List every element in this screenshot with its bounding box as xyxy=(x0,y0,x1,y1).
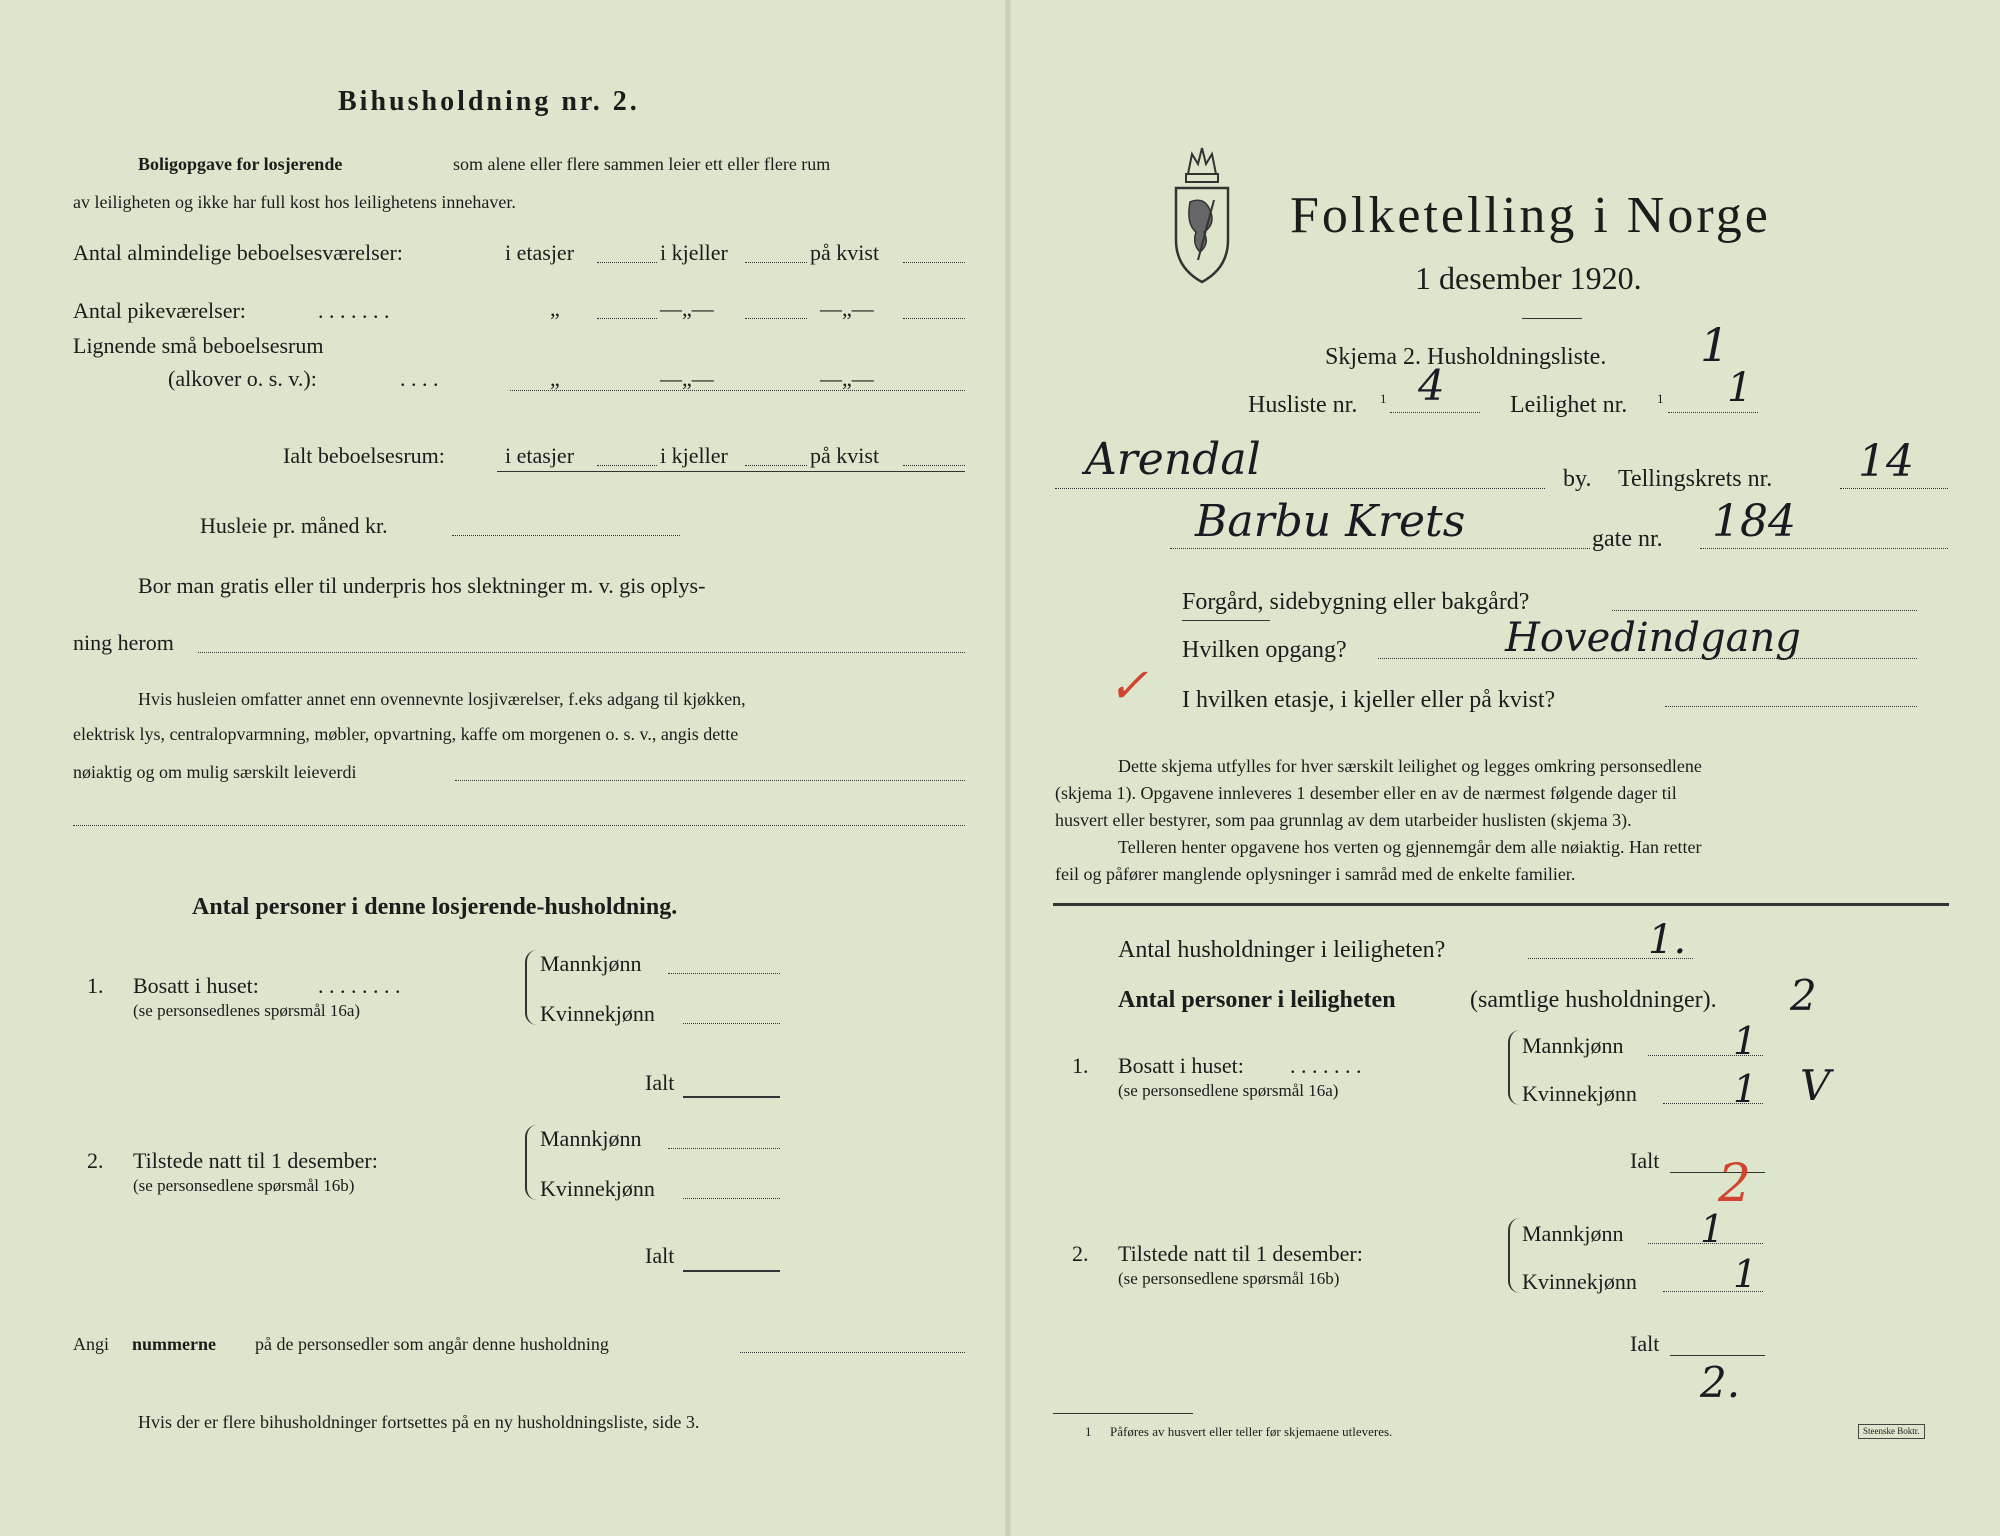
left-q2-kvinne-field[interactable] xyxy=(683,1198,780,1199)
ialt-rooms-underline xyxy=(497,471,965,472)
intro-line1-rest: som alene eller flere sammen leier ett eller flere rum xyxy=(453,154,831,174)
lign-ditto-3: —„— xyxy=(820,366,874,391)
info-line-2: (skjema 1). Opgavene innleveres 1 desember eller en av de nærmest følgende dager til xyxy=(1055,783,1677,803)
note-field-2[interactable] xyxy=(73,825,965,826)
ialt-rooms-label: Ialt beboelsesrum: xyxy=(283,443,445,468)
street-field[interactable] xyxy=(1170,548,1590,549)
date-rule xyxy=(1522,318,1582,319)
left-footer: Hvis der er flere bihusholdninger fortsettes på en ny husholdningsliste, side 3. xyxy=(138,1412,700,1432)
gate-label: gate nr. xyxy=(1592,526,1663,552)
left-q2-num: 2. xyxy=(87,1148,104,1173)
city-field[interactable] xyxy=(1055,488,1545,489)
ialt-etasjer-field[interactable] xyxy=(597,465,657,466)
rooms-kjeller: i kjeller xyxy=(660,240,728,265)
left-q1-num: 1. xyxy=(87,973,104,998)
right-q1-check: V xyxy=(1800,1061,1831,1110)
note-line-1: Hvis husleien omfatter annet enn ovennevnte losjiværelser, f.eks adgang til kjøkken, xyxy=(138,689,746,709)
angi-field[interactable] xyxy=(740,1352,965,1353)
norway-coat-of-arms xyxy=(1170,140,1234,286)
ialt-kvist: på kvist xyxy=(810,443,880,468)
rooms-label: Antal almindelige beboelsesværelser: xyxy=(73,240,403,265)
note-field-1[interactable] xyxy=(455,780,965,781)
left-q1-mann: Mannkjønn xyxy=(540,951,642,976)
left-q2-label: Tilstede natt til 1 desember: xyxy=(133,1148,378,1173)
right-q2-ialt-value[interactable]: 2. xyxy=(1700,1358,1741,1407)
right-q2-mann-value[interactable]: 1 xyxy=(1700,1207,1725,1251)
pike-ditto-3: —„— xyxy=(820,296,874,321)
ialt-kvist-field[interactable] xyxy=(903,465,965,466)
antal-pers-value[interactable]: 2 xyxy=(1790,971,1817,1020)
husleie-label: Husleie pr. måned kr. xyxy=(200,513,388,538)
rooms-kvist: på kvist xyxy=(810,240,880,265)
rooms-etasjer: i etasjer xyxy=(505,240,575,265)
right-q1-brace xyxy=(1508,1030,1520,1105)
footnote-rule xyxy=(1053,1413,1193,1414)
husleie-field[interactable] xyxy=(452,535,680,536)
leilighet-value[interactable]: 1 xyxy=(1727,365,1753,411)
skjema-label: Skjema 2. Husholdningsliste. xyxy=(1325,344,1607,370)
forgaard-label: Forgård, sidebygning eller bakgård? xyxy=(1182,589,1530,615)
right-q2-kvinne: Kvinnekjønn xyxy=(1522,1269,1637,1294)
left-q2-ialt: Ialt xyxy=(645,1243,675,1268)
pike-etasjer-field[interactable] xyxy=(597,318,657,319)
pike-ditto-1: „ xyxy=(550,296,560,321)
gate-value[interactable]: 184 xyxy=(1712,496,1796,547)
pike-dots: . . . . . . . xyxy=(318,298,390,323)
persons-heading: Antal personer i denne losjerende-husholdning. xyxy=(192,894,678,920)
note-line-3: nøiaktig og om mulig særskilt leieverdi xyxy=(73,762,357,782)
antal-hush-field[interactable] xyxy=(1528,958,1693,959)
pike-label: Antal pikeværelser: xyxy=(73,298,246,323)
right-q2-kvinne-value[interactable]: 1 xyxy=(1733,1252,1758,1296)
lign-ditto-1: „ xyxy=(550,366,560,391)
etasje-field[interactable] xyxy=(1665,706,1917,707)
krets-label: Tellingskrets nr. xyxy=(1618,466,1773,492)
census-date: 1 desember 1920. xyxy=(1415,260,1642,296)
left-q2-mann: Mannkjønn xyxy=(540,1126,642,1151)
left-q1-ialt: Ialt xyxy=(645,1070,675,1095)
info-line-4: Telleren henter opgavene hos verten og gjennemgår dem alle nøiaktig. Han retter xyxy=(1118,837,1702,857)
pike-kvist-field[interactable] xyxy=(903,318,965,319)
right-q1-ialt-value[interactable]: 2 xyxy=(1718,1154,1752,1214)
left-q2-mann-field[interactable] xyxy=(668,1148,780,1149)
antal-pers-rest: (samtlige husholdninger). xyxy=(1470,987,1717,1013)
right-q1-kvinne: Kvinnekjønn xyxy=(1522,1081,1637,1106)
right-q2-sub: (se personsedlene spørsmål 16b) xyxy=(1118,1269,1340,1288)
by-label: by. xyxy=(1563,466,1592,492)
angi-pre: Angi xyxy=(73,1334,109,1354)
right-q2-ialt: Ialt xyxy=(1630,1331,1660,1356)
left-q1-ialt-field[interactable] xyxy=(683,1096,780,1098)
right-q1-dots: . . . . . . . xyxy=(1290,1053,1362,1078)
left-q1-dots: . . . . . . . . xyxy=(318,973,401,998)
right-q2-kvinne-field[interactable] xyxy=(1663,1291,1763,1292)
left-q2-sub: (se personsedlene spørsmål 16b) xyxy=(133,1176,355,1195)
lign-dots: . . . . xyxy=(400,366,439,391)
lign-ditto-2: —„— xyxy=(660,366,714,391)
angi-rest: på de personsedler som angår denne husholdning xyxy=(255,1334,609,1354)
intro-line2: av leiligheten og ikke har full kost hos leilighetens innehaver. xyxy=(73,192,516,212)
right-q1-kvinne-field[interactable] xyxy=(1663,1103,1763,1104)
antal-hush-value[interactable]: 1. xyxy=(1648,917,1687,963)
right-q2-num: 2. xyxy=(1072,1241,1089,1266)
left-q1-kvinne: Kvinnekjønn xyxy=(540,1001,655,1026)
right-q2-mann-field[interactable] xyxy=(1648,1243,1763,1244)
rooms-kvist-field[interactable] xyxy=(903,262,965,263)
gratis-field[interactable] xyxy=(198,652,965,653)
printer-stamp: Steenske Boktr. xyxy=(1858,1424,1925,1439)
left-q2-brace xyxy=(525,1125,537,1200)
lign-field[interactable] xyxy=(510,390,965,391)
antal-hush-label: Antal husholdninger i leiligheten? xyxy=(1118,937,1446,963)
skjema-hw: 1 xyxy=(1700,318,1730,372)
ialt-etasjer: i etasjer xyxy=(505,443,575,468)
husliste-sup: 1 xyxy=(1380,391,1387,406)
gratis-line-1: Bor man gratis eller til underpris hos slektninger m. v. gis oplys- xyxy=(138,573,706,598)
left-q2-ialt-field[interactable] xyxy=(683,1270,780,1272)
lign-label-1: Lignende små beboelsesrum xyxy=(73,333,324,358)
antal-pers-bold: Antal personer i leiligheten xyxy=(1118,987,1396,1013)
gratis-line-2: ning herom xyxy=(73,630,174,655)
section-divider xyxy=(1053,903,1949,906)
intro-bold: Boligopgave for losjerende xyxy=(138,154,343,174)
left-q1-mann-field[interactable] xyxy=(668,973,780,974)
left-q1-kvinne-field[interactable] xyxy=(683,1023,780,1024)
page-fold xyxy=(1005,0,1011,1536)
leilighet-sup: 1 xyxy=(1657,391,1664,406)
etasje-label: I hvilken etasje, i kjeller eller på kvist? xyxy=(1182,687,1556,713)
right-q2-mann: Mannkjønn xyxy=(1522,1221,1624,1246)
footnote-text: Påføres av husvert eller teller før skjemaene utleveres. xyxy=(1110,1424,1393,1439)
right-q1-ialt: Ialt xyxy=(1630,1148,1660,1173)
krets-value[interactable]: 14 xyxy=(1858,436,1914,487)
leilighet-label: Leilighet nr. xyxy=(1510,392,1628,418)
leilighet-field[interactable] xyxy=(1668,412,1758,413)
right-q2-ialt-field[interactable] xyxy=(1670,1355,1765,1356)
forgaard-field[interactable] xyxy=(1612,610,1917,611)
pike-kjeller-field[interactable] xyxy=(745,318,807,319)
husliste-value[interactable]: 4 xyxy=(1418,361,1445,410)
info-line-5: feil og påfører manglende oplysninger i samråd med de enkelte familier. xyxy=(1055,864,1576,884)
left-q1-brace xyxy=(525,950,537,1025)
lign-label-2: (alkover o. s. v.): xyxy=(168,366,317,391)
info-line-3: husvert eller bestyrer, som paa grunnlag av dem utarbeider huslisten (skjema 3). xyxy=(1055,810,1632,830)
ialt-kjeller-field[interactable] xyxy=(745,465,807,466)
right-q1-mann-field[interactable] xyxy=(1648,1055,1763,1056)
rooms-etasjer-field[interactable] xyxy=(597,262,657,263)
opgang-label: Hvilken opgang? xyxy=(1182,637,1347,663)
right-title: Folketelling i Norge xyxy=(1290,187,1771,244)
angi-bold: nummerne xyxy=(132,1334,216,1354)
krets-field[interactable] xyxy=(1840,488,1948,489)
ialt-kjeller: i kjeller xyxy=(660,443,728,468)
right-q2-brace xyxy=(1508,1218,1520,1293)
right-q1-sub: (se personsedlene spørsmål 16a) xyxy=(1118,1081,1339,1100)
info-line-1: Dette skjema utfylles for hver særskilt leilighet og legges omkring personsedlene xyxy=(1118,756,1702,776)
left-q1-sub: (se personsedlenes spørsmål 16a) xyxy=(133,1001,361,1020)
left-q2-kvinne: Kvinnekjønn xyxy=(540,1176,655,1201)
gate-field[interactable] xyxy=(1700,548,1948,549)
husliste-label: Husliste nr. xyxy=(1248,392,1358,418)
left-q1-label: Bosatt i huset: xyxy=(133,973,259,998)
pike-ditto-2: —„— xyxy=(660,296,714,321)
rooms-kjeller-field[interactable] xyxy=(745,262,807,263)
opgang-field[interactable] xyxy=(1378,658,1917,659)
right-q1-label: Bosatt i huset: xyxy=(1118,1053,1244,1078)
right-q1-mann: Mannkjønn xyxy=(1522,1033,1624,1058)
red-check-mark: ✓ xyxy=(1108,658,1149,714)
right-q1-num: 1. xyxy=(1072,1053,1089,1078)
city-hw[interactable]: Arendal xyxy=(1085,434,1261,485)
forgaard-underline xyxy=(1182,620,1270,621)
street-hw[interactable]: Barbu Krets xyxy=(1195,496,1466,547)
left-title: Bihusholdning nr. 2. xyxy=(338,86,640,117)
opgang-hw[interactable]: Hovedindgang xyxy=(1505,615,1801,661)
right-q2-label: Tilstede natt til 1 desember: xyxy=(1118,1241,1363,1266)
footnote-num: 1 xyxy=(1085,1424,1092,1439)
husliste-field[interactable] xyxy=(1390,412,1480,413)
note-line-2: elektrisk lys, centralopvarmning, møbler, opvartning, kaffe om morgenen o. s. v., angis dette xyxy=(73,724,739,744)
right-q1-kvinne-value[interactable]: 1 xyxy=(1733,1067,1758,1111)
right-q1-mann-value[interactable]: 1 xyxy=(1733,1019,1758,1063)
